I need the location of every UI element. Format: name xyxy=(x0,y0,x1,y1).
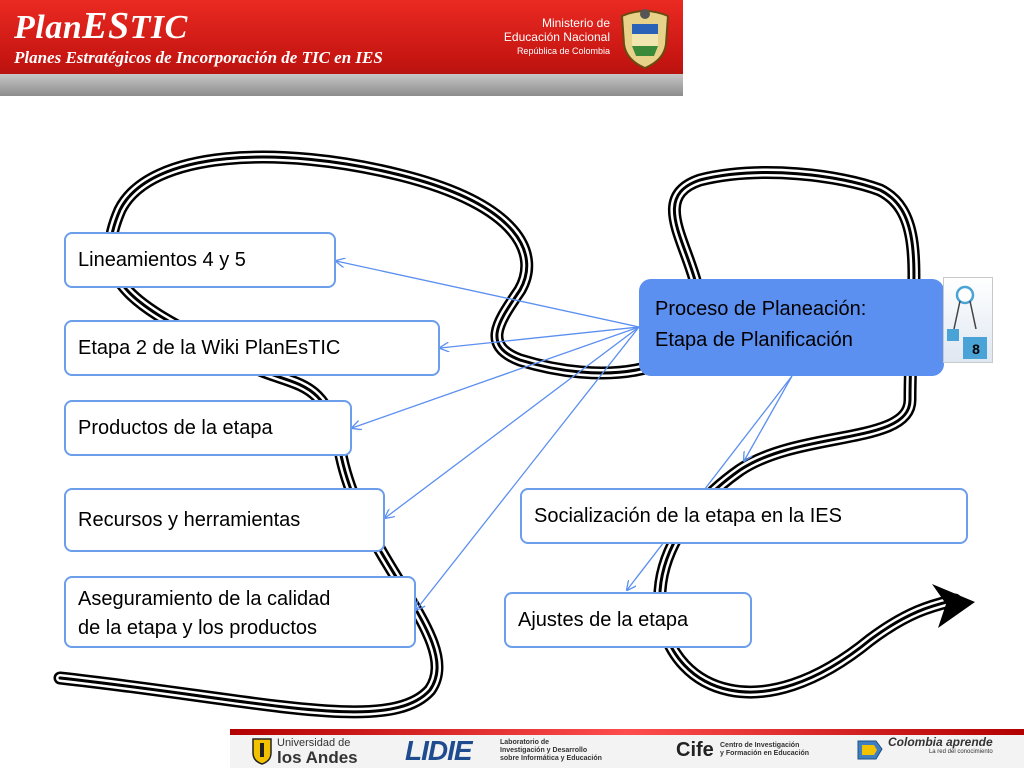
box-etapa-wiki xyxy=(64,320,440,376)
box-socializacion xyxy=(520,488,968,544)
box-aseguramiento-line2: de la etapa y los productos xyxy=(78,617,318,639)
uniandes-line1: Universidad de xyxy=(277,737,351,749)
box-etapa-wiki-label: Etapa 2 de la Wiki PlanEsTIC xyxy=(78,336,341,359)
lidie-text xyxy=(500,739,602,763)
cife-text xyxy=(720,742,809,758)
uniandes-shield-icon xyxy=(251,737,273,765)
ministry-line1: Ministerio de xyxy=(541,16,610,30)
box-aseguramiento xyxy=(64,576,416,648)
logo-es: ES xyxy=(82,5,130,47)
arrow-to-lineamientos xyxy=(336,261,639,327)
lidie-line1: Laboratorio de xyxy=(500,739,550,746)
cife-line2: y Formación en Educación xyxy=(720,750,810,757)
box-aseguramiento-line1: Aseguramiento de la calidad xyxy=(78,588,331,610)
center-line1: Proceso de Planeación: xyxy=(655,298,867,320)
center-line2: Etapa de Planificación xyxy=(655,329,853,351)
colombia-line1: Colombia aprende xyxy=(888,735,993,749)
box-recursos xyxy=(64,488,385,552)
box-ajustes xyxy=(504,592,752,648)
lidie-logo xyxy=(405,735,472,767)
box-lineamientos xyxy=(64,232,336,288)
box-productos-label: Productos de la etapa xyxy=(78,416,273,439)
colombia-aprende-text xyxy=(888,736,993,756)
arrow-to-aseguramiento xyxy=(416,327,639,610)
ministry-line3: República de Colombia xyxy=(516,46,610,56)
box-socializacion-label: Socialización de la etapa en la IES xyxy=(534,504,842,527)
colombia-line2: La red del conocimiento xyxy=(928,749,993,755)
header-subtitle: Planes Estratégicos de Incorporación de TIC en IES xyxy=(14,48,383,67)
colombia-aprende-icon xyxy=(856,737,884,763)
step-badge-number: 8 xyxy=(972,341,980,357)
cife-line1: Centro de Investigación xyxy=(720,742,800,749)
uniandes-logo xyxy=(277,737,358,766)
logo-plan: Plan xyxy=(14,9,83,46)
lidie-line2: Investigación y Desarrollo xyxy=(500,747,588,754)
box-productos xyxy=(64,400,352,456)
lidie-wordmark: LIDIE xyxy=(405,735,472,766)
ministry-line2: Educación Nacional xyxy=(503,30,610,44)
arrow-to-ajustes xyxy=(627,376,792,590)
box-ajustes-label: Ajustes de la etapa xyxy=(518,608,689,631)
box-recursos-label: Recursos y herramientas xyxy=(78,508,301,531)
box-lineamientos-label: Lineamientos 4 y 5 xyxy=(78,248,246,271)
uniandes-line2: los Andes xyxy=(277,748,358,767)
cife-wordmark: Cife xyxy=(676,739,714,761)
center-process-box xyxy=(639,279,944,376)
lidie-line3: sobre Informática y Educación xyxy=(500,755,602,762)
cife-logo xyxy=(676,739,714,762)
logo-tic: TIC xyxy=(129,9,188,46)
